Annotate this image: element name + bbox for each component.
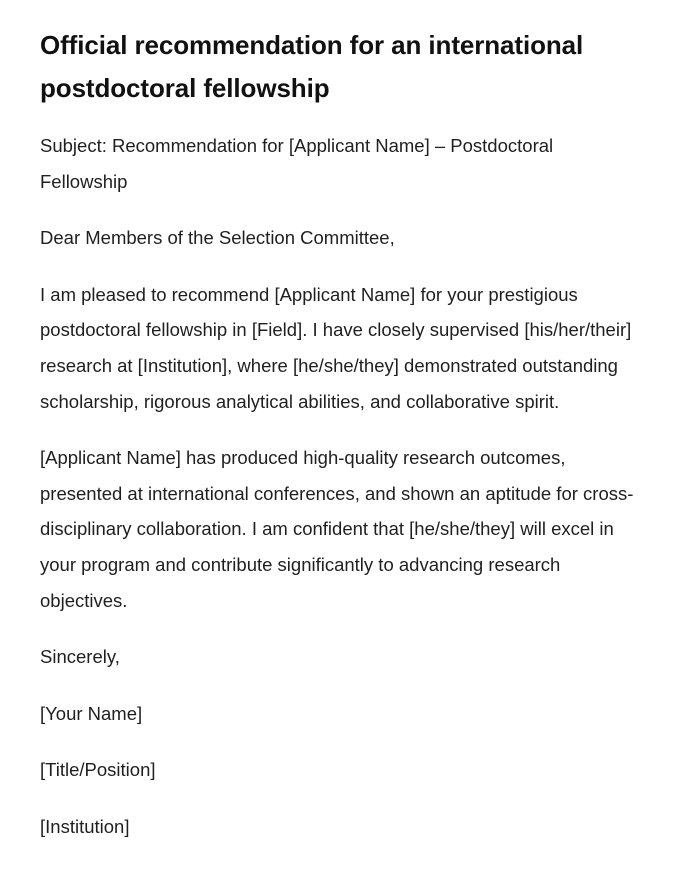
signature-title: [Title/Position] xyxy=(40,759,156,781)
subject-line: Subject: Recommendation for [Applicant Name] – Postdoctoral Fellowship xyxy=(40,135,554,192)
letter-body xyxy=(40,128,660,845)
closing: Sincerely, xyxy=(40,646,120,668)
salutation: Dear Members of the Selection Committee, xyxy=(40,227,395,249)
signature-institution: [Institution] xyxy=(40,815,130,837)
signature-name: [Your Name] xyxy=(40,702,143,724)
page-title: Official recommendation for an international postdoctoral fellowship xyxy=(40,30,584,103)
body-paragraph-2: [Applicant Name] has produced high-quality research outcomes, presented at international conferences, and shown an aptitude for cross-disciplinary collaboration. I am confident that [he/she/they] will excel in your program and contribute significantly to advancing research objectives. xyxy=(40,447,634,611)
body-paragraph-1: I am pleased to recommend [Applicant Name] for your prestigious postdoctoral fellowship in [Field]. I have closely supervised [his/her/their] research at [Institution], where [he/she/they] demonstrated outstanding scholarship, rigorous analytical abilities, and collaborative spirit. xyxy=(40,283,632,412)
